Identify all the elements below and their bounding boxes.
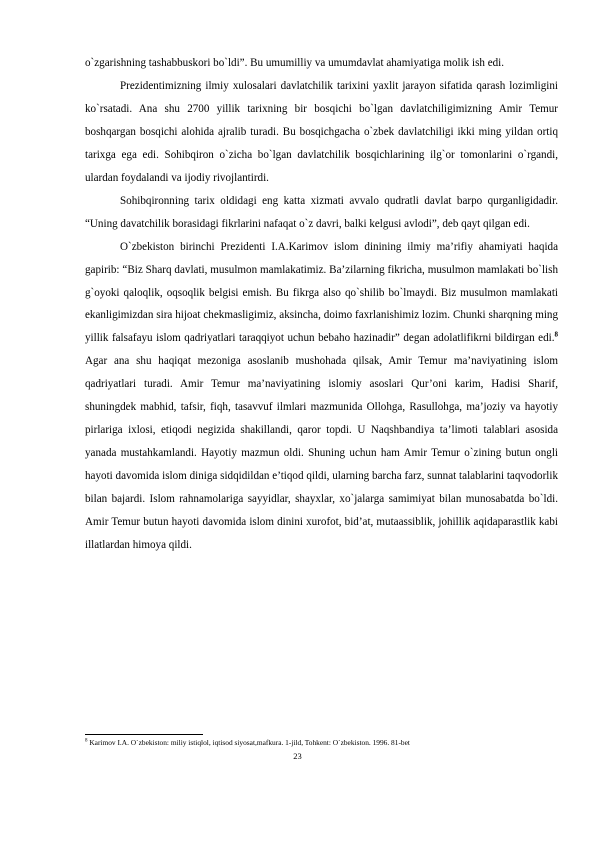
- footnote-marker: 8: [85, 738, 88, 744]
- paragraph-2: Prezidentimizning ilmiy xulosalari davlatchilik tarixini yaxlit jarayon sifatida qarash lozimligini ko`rsatadi. Ana shu 2700 yillik tarixning bir bosqichi bo`lgan davlatchiligimizning Amir Temur boshqargan bosqichi alohida ajralib turadi. Bu bosqichgacha o`zbek davlatchiligi ikki ming yildan ortiq tarixga ega edi. Sohibqiron o`zicha bo`lgan davlatchilik bosqichlarining ilg`or tomonlarini o`rgandi, ulardan foydalandi va ijodiy rivojlantirdi.: [85, 79, 558, 184]
- footnote-text: Karimov I.A. O`zbekiston: miliy istiqlol, iqtisod siyosat,mafkura. 1-jild, Tohkent: O`zbekiston. 1996. 81-bet: [87, 738, 410, 747]
- footnote-reference[interactable]: 8: [554, 330, 558, 339]
- paragraph-1: o`zgarishning tashabbuskori bo`ldi”. Bu umumilliy va umumdavlat ahamiyatiga molik ish edi.: [85, 57, 505, 69]
- paragraph-4-text-b: Agar ana shu haqiqat mezoniga asoslanib mushohada qilsak, Amir Temur ma’naviyatining islom qadriyatlari turadi. Amir Temur ma’naviyatining islomiy asoslari Qur’oni karim, Hadisi Sharif, shuningdek mabhid, tafsir, fiqh, tasavvuf ilmlari mazmunida Ollohga, Rasullohga, ma’joziy va hayotiy pirlariga ixlosi, etiqodi negizida shakillandi, qaror topdi. U Naqshbandiya ta’limoti talablari asosida yanada mustahkamlandi. Hayotiy mazmun oldi. Shuning uchun ham Amir Temur o`zining butun ongli hayoti davomida islom diniga sidqidildan e’tiqod qildi, ularning barcha farz, sunnat talablarini taqvodorlik bilan bajardi. Islom rahnamolariga sayyidlar, shayxlar, xo`jalarga samimiyat bilan munosabatda bo`ldi. Amir Temur butun hayoti davomida islom dinini xurofot, bid’at, mutaassiblik, johillik aqidaparastlik kabi illatlardan himoya qildi.: [85, 355, 558, 552]
- paragraph-4: [85, 236, 558, 557]
- paragraph-3: Sohibqironning tarix oldidagi eng katta xizmati avvalo qudratli davlat barpo qurganligidadir. “Uning davatchilik borasidagi fikrlarini nafaqat o`z davri, balki kelgusi avlodi”, deb qayt qilgan edi.: [85, 194, 558, 230]
- footnote-separator: [85, 734, 203, 735]
- page-body: [85, 52, 558, 557]
- page-number: 23: [293, 751, 302, 761]
- footnote: [85, 738, 558, 748]
- paragraph-4-text-a: O`zbekiston birinchi Prezidenti I.A.Karimov islom dinining ilmiy ma’rifiy ahamiyati haqida gapirib: “Biz Sharq davlati, musulmon mamlakatimiz. Ba’zilarning fikricha, musulmon mamlakati bo`lish g`oyoki qaloqlik, oqsoqlik belgisi emish. Bu fikrga also qo`shilib bo`lmaydi. Biz musulmon mamlakati ekanligimizdan sira hijoat chekmasligimiz, aksincha, doimo faxrlanishimiz lozim. Chunki sharqning ming yillik falsafayu islom qadriyatlari taraqqiyot uchun bebaho hazinadir” degan adolatlifikrni bildirgan edi.: [85, 240, 558, 345]
